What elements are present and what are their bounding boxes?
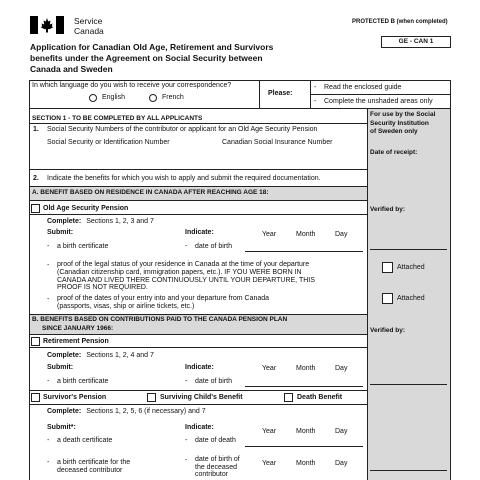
year-label-b2: Year bbox=[262, 428, 277, 435]
section1-header: SECTION 1 - TO BE COMPLETED BY ALL APPLICANTS bbox=[32, 115, 203, 122]
section-b-header-line-1: B. BENEFITS BASED ON CONTRIBUTIONS PAID TO THE CANADA PENSION PLAN bbox=[32, 316, 288, 323]
month-label-b: Month bbox=[296, 365, 316, 372]
birth-cert-dash: - bbox=[47, 243, 50, 250]
oas-checkbox[interactable] bbox=[31, 204, 40, 213]
indicate-label: Indicate: bbox=[185, 229, 214, 236]
title-line-2: benefits under the Agreement on Social Security between bbox=[30, 53, 263, 63]
org-line-2: Canada bbox=[74, 26, 104, 36]
dod-label: date of death bbox=[195, 437, 236, 444]
proof-entry-departure bbox=[57, 295, 269, 311]
dod-dash: - bbox=[185, 437, 188, 444]
instruction-unshaded: Complete the unshaded areas only bbox=[324, 98, 433, 105]
complete-label-b: Complete: bbox=[47, 352, 82, 359]
dob-dec-line-1: date of birth of bbox=[195, 456, 240, 463]
birth-cert-deceased bbox=[57, 459, 130, 475]
org-name bbox=[74, 16, 104, 36]
q2-text: Indicate the benefits for which you wish to apply and submit the required documentation. bbox=[47, 175, 321, 182]
attached-label-1: Attached bbox=[397, 264, 425, 271]
indicate-label-b: Indicate: bbox=[185, 364, 214, 371]
instruction-2-dash: - bbox=[314, 98, 317, 105]
section-b-complete bbox=[47, 352, 154, 359]
attached-checkbox-2[interactable] bbox=[382, 293, 393, 304]
dob-dash: - bbox=[185, 243, 188, 250]
retirement-checkbox[interactable] bbox=[31, 337, 40, 346]
english-label: English bbox=[102, 94, 125, 101]
indicate-label-b2: Indicate: bbox=[185, 424, 214, 431]
dob-dec-dash: - bbox=[185, 457, 188, 464]
canada-flag-icon bbox=[30, 16, 64, 34]
proof2-line-2: (passports, visas, ship or airline tickets, etc.) bbox=[57, 302, 195, 310]
q2-number: 2. bbox=[33, 175, 39, 182]
retirement-label: Retirement Pension bbox=[43, 338, 109, 345]
dob-dec-line-2: the deceased bbox=[195, 463, 238, 471]
proof1-line-3: CANADA AND LIVED THERE CONTINUOUSLY UNTIL YOUR DEPARTURE, THIS bbox=[57, 276, 315, 284]
section-b-header bbox=[32, 316, 287, 333]
day-label-b2: Day bbox=[335, 428, 348, 435]
please-label: Please: bbox=[268, 90, 293, 97]
day-label: Day bbox=[335, 231, 348, 238]
submit-label-b2: Submit*: bbox=[47, 424, 76, 431]
proof1-line-1: proof of the legal status of your residence in Canada at the time of your departure bbox=[57, 261, 310, 268]
title-line-1: Application for Canadian Old Age, Retirement and Survivors bbox=[30, 42, 274, 52]
birth-cert-dec-dash: - bbox=[47, 459, 50, 466]
survivor-pension-label: Survivor's Pension bbox=[43, 394, 107, 401]
french-radio[interactable] bbox=[149, 94, 157, 102]
dob-deceased bbox=[195, 456, 240, 479]
birth-cert-b-dash: - bbox=[47, 378, 50, 385]
french-label: French bbox=[162, 94, 184, 101]
month-label-b3: Month bbox=[296, 460, 316, 467]
proof-legal-status bbox=[57, 261, 315, 292]
complete-value: Sections 1, 2, 3 and 7 bbox=[86, 218, 154, 225]
year-label-b3: Year bbox=[262, 460, 277, 467]
submit-label: Submit: bbox=[47, 229, 74, 236]
survivor-pension-checkbox[interactable] bbox=[31, 393, 40, 402]
death-benefit-label: Death Benefit bbox=[297, 394, 343, 401]
month-label-b2: Month bbox=[296, 428, 316, 435]
surviving-child-label: Surviving Child's Benefit bbox=[160, 394, 243, 401]
date-of-receipt-label: Date of receipt: bbox=[370, 149, 418, 156]
proof1-line-4: PROOF IS NOT REQUIRED. bbox=[57, 284, 148, 292]
day-label-b3: Day bbox=[335, 460, 348, 467]
instruction-1-dash: - bbox=[314, 84, 317, 91]
form-code: GE - CAN 1 bbox=[381, 36, 451, 48]
q1-text: Social Security Numbers of the contributor or applicant for an Old Age Security Pension bbox=[47, 126, 318, 133]
section-a-header: A. BENEFIT BASED ON RESIDENCE IN CANADA AFTER REACHING AGE 18: bbox=[32, 189, 269, 196]
protected-label: PROTECTED B (when completed) bbox=[352, 19, 448, 25]
month-label: Month bbox=[296, 231, 316, 238]
instruction-read-guide: Read the enclosed guide bbox=[324, 84, 402, 91]
complete-value-b: Sections 1, 2, 4 and 7 bbox=[86, 352, 154, 359]
attached-checkbox-1[interactable] bbox=[382, 262, 393, 273]
oas-label: Old Age Security Pension bbox=[43, 205, 129, 212]
proof1-line-2: (Canadian citizenship card, immigration papers, etc.). IF YOU WERE BORN IN bbox=[57, 268, 302, 276]
complete-label-b2: Complete: bbox=[47, 408, 82, 415]
verified-by-label-1: Verified by: bbox=[370, 206, 406, 213]
birth-cert-dec-line-2: deceased contributor bbox=[57, 467, 123, 474]
q1-number: 1. bbox=[33, 126, 39, 133]
institution-use-line-2: Security Institution bbox=[370, 119, 429, 127]
birth-cert-dec-line-1: a birth certificate for the bbox=[57, 459, 131, 466]
day-label-b: Day bbox=[335, 365, 348, 372]
attached-label-2: Attached bbox=[397, 295, 425, 302]
dob-label-b: date of birth bbox=[195, 378, 232, 385]
birth-cert-label-b: a birth certificate bbox=[57, 378, 109, 385]
section-a-complete bbox=[47, 218, 154, 225]
dob-dec-line-3: contributor bbox=[195, 471, 229, 478]
language-question: In which language do you wish to receive your correspondence? bbox=[32, 82, 232, 89]
verified-by-label-2: Verified by: bbox=[370, 327, 406, 334]
institution-use-label bbox=[370, 111, 435, 137]
proof1-dash: - bbox=[47, 262, 50, 269]
dob-label: date of birth bbox=[195, 243, 232, 250]
title-line-3: Canada and Sweden bbox=[30, 64, 113, 74]
complete-value-b2: Sections 1, 2, 5, 6 (if necessary) and 7 bbox=[86, 408, 206, 415]
institution-use-line-3: of Sweden only bbox=[370, 128, 418, 135]
proof2-line-1: proof of the dates of your entry into and your departure from Canada bbox=[57, 295, 270, 302]
english-radio[interactable] bbox=[89, 94, 97, 102]
proof2-dash: - bbox=[47, 296, 50, 303]
death-cert-dash: - bbox=[47, 437, 50, 444]
death-benefit-checkbox[interactable] bbox=[284, 393, 293, 402]
section-b-complete-2 bbox=[47, 408, 206, 415]
birth-cert-label: a birth certificate bbox=[57, 243, 109, 250]
dob-b-dash: - bbox=[185, 378, 188, 385]
section-b-header-line-2: SINCE JANUARY 1966: bbox=[42, 324, 114, 332]
ssn-label: Social Security or Identification Number bbox=[47, 139, 170, 146]
year-label-b: Year bbox=[262, 365, 277, 372]
complete-label: Complete: bbox=[47, 218, 82, 225]
year-label: Year bbox=[262, 231, 277, 238]
institution-use-line-1: For use by the Social bbox=[370, 111, 436, 118]
org-line-1: Service bbox=[74, 16, 103, 26]
sin-label: Canadian Social Insurance Number bbox=[222, 139, 333, 146]
surviving-child-checkbox[interactable] bbox=[147, 393, 156, 402]
submit-label-b: Submit: bbox=[47, 364, 74, 371]
form-title bbox=[30, 42, 273, 75]
death-cert-label: a death certificate bbox=[57, 437, 113, 444]
